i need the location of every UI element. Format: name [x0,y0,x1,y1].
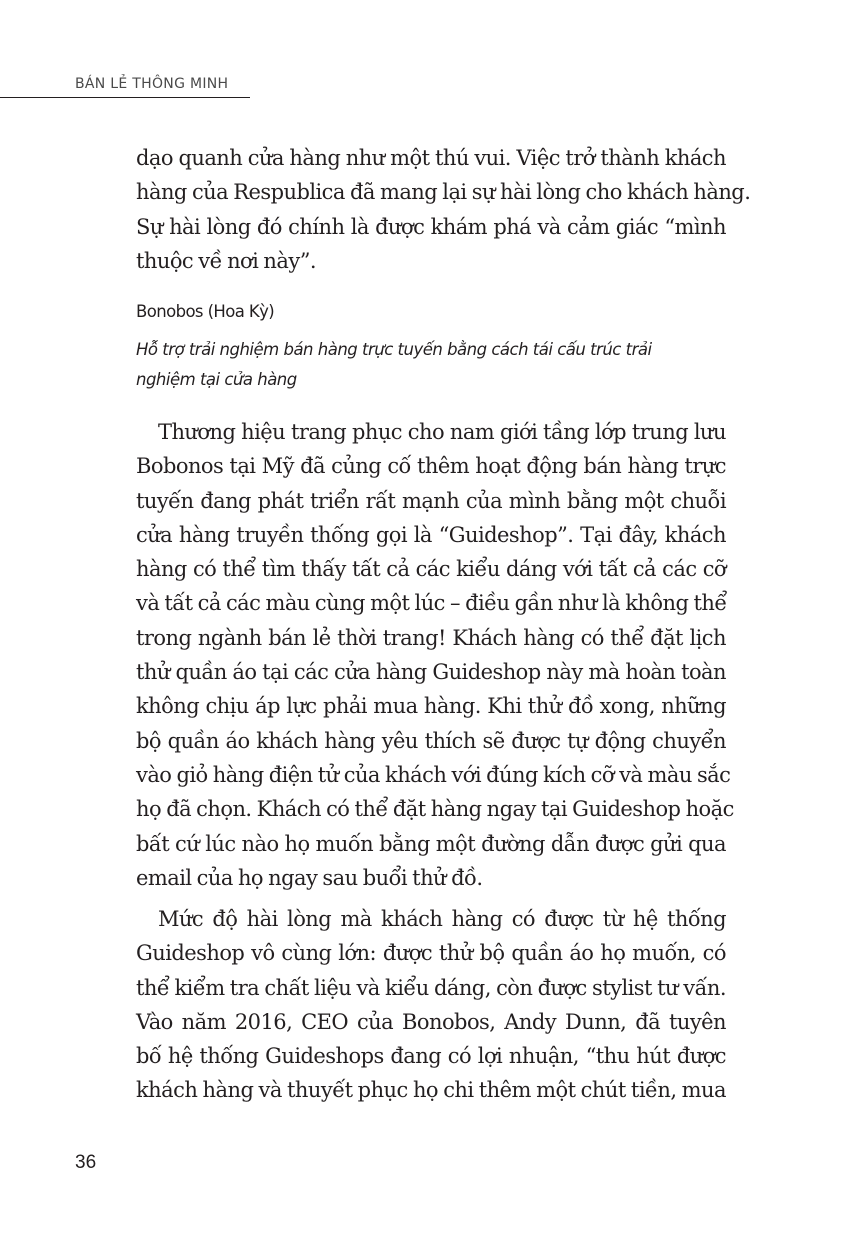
section-title: Bonobos (Hoa Kỳ) [136,302,275,321]
paragraph-continued [136,141,751,278]
text-line: bộ quần áo khách hàng yêu thích sẽ được tự động chuyển [136,728,726,753]
text-line: bất cứ lúc nào họ muốn bằng một đường dẫn được gửi qua [136,831,726,856]
text-line: Thương hiệu trang phục cho nam giới tầng lớp trung lưu [158,420,726,444]
text-line: Bobonos tại Mỹ đã củng cố thêm hoạt động bán hàng trực [136,454,726,479]
text-line: thuộc về nơi này”. [136,248,317,273]
running-header [0,72,250,98]
text-line: thử quần áo tại các cửa hàng Guideshop này mà hoàn toàn [136,660,726,685]
text-line: Guideshop vô cùng lớn: được thử bộ quần áo họ muốn, có [136,941,726,966]
text-line: không chịu áp lực phải mua hàng. Khi thử đồ xong, những [136,694,726,719]
subtitle-line: Hỗ trợ trải nghiệm bán hàng trực tuyến bằng cách tái cấu trúc trải [136,340,652,359]
text-line: email của họ ngay sau buổi thử đồ. [136,865,483,890]
text-line: thể kiểm tra chất liệu và kiểu dáng, còn được stylist tư vấn. [136,975,726,1000]
text-line: Mức độ hài lòng mà khách hàng có được từ hệ thống [158,907,726,931]
text-line: bố hệ thống Guideshops đang có lợi nhuận, “thu hút được [136,1044,726,1069]
text-line: hàng có thể tìm thấy tất cả các kiểu dáng với tất cả các cỡ [136,557,726,582]
paragraph-guideshop-satisfaction [136,902,726,1108]
text-line: Sự hài lòng đó chính là được khám phá và cảm giác “mình [136,214,726,239]
text-line: họ đã chọn. Khách có thể đặt hàng ngay tại Guideshop hoặc [136,797,734,822]
subtitle-line: nghiệm tại cửa hàng [136,370,297,389]
text-line: vào giỏ hàng điện tử của khách với đúng kích cỡ và màu sắc [136,762,731,787]
text-line: cửa hàng truyền thống gọi là “Guideshop”. Tại đây, khách [136,522,726,547]
section-subtitle [136,335,736,395]
text-line: dạo quanh cửa hàng như một thú vui. Việc trở thành khách [136,146,726,170]
text-line: trong ngành bán lẻ thời trang! Khách hàng có thể đặt lịch [136,625,726,650]
text-line: và tất cả các màu cùng một lúc – điều gần như là không thể [136,591,727,616]
text-line: Vào năm 2016, CEO của Bonobos, Andy Dunn, đã tuyên [136,1009,726,1034]
page-number: 36 [75,1152,97,1173]
text-line: hàng của Respublica đã mang lại sự hài lòng cho khách hàng. [136,180,751,205]
text-line: tuyến đang phát triển rất mạnh của mình bằng một chuỗi [136,488,726,513]
paragraph-bonobos-intro [136,415,734,895]
running-header-title: BÁN LẺ THÔNG MINH [75,76,229,92]
text-line: khách hàng và thuyết phục họ chi thêm một chút tiền, mua [136,1078,726,1103]
